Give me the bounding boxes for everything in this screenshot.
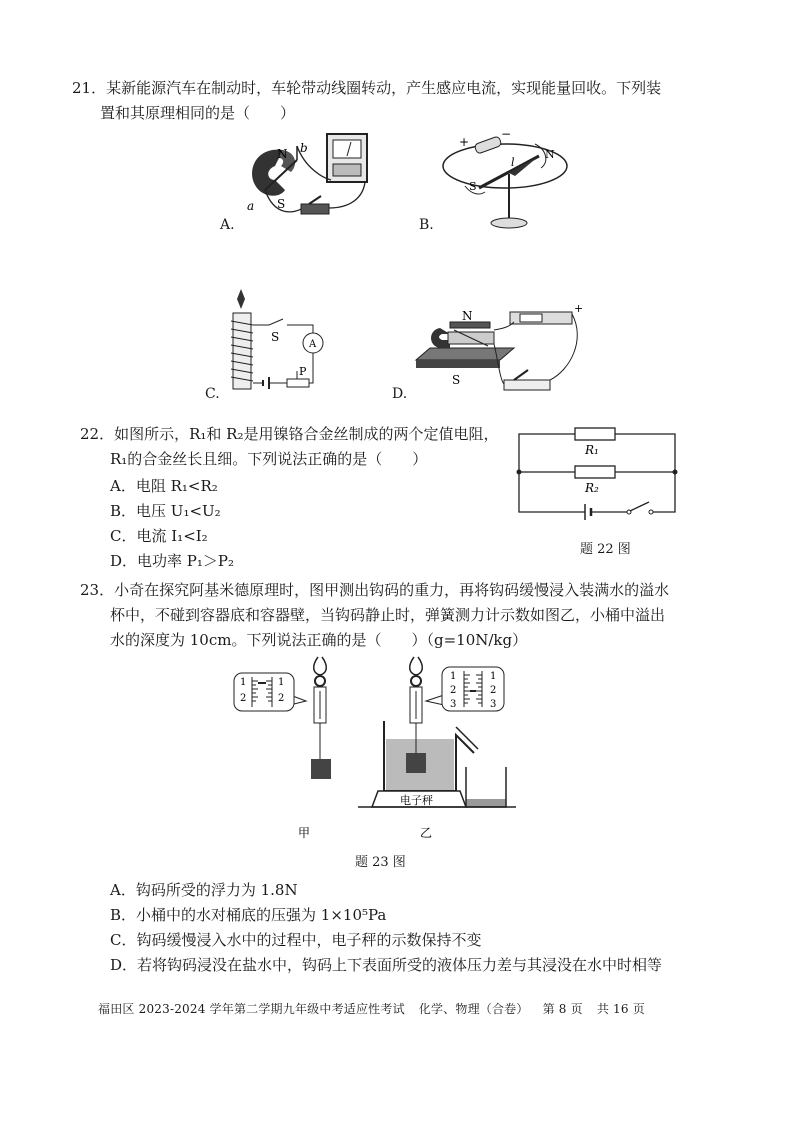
- q21a-label-s: S: [277, 197, 286, 211]
- q21-figure-b: [435, 128, 575, 233]
- q21c-label-p: P: [299, 365, 307, 378]
- footer-total-pages: 共 16 页: [596, 1002, 645, 1016]
- q23-option-d: D．若将钩码浸没在盐水中，钩码上下表面所受的液体压力差与其浸没在水中时相等: [110, 956, 663, 974]
- svg-text:1: 1: [278, 677, 285, 688]
- footer-subject: 化学、物理（合卷）: [418, 1002, 529, 1016]
- q23-stem-line1: [80, 580, 669, 600]
- q22-option-c: C．电流 I₁<I₂: [110, 527, 208, 545]
- q22-resistor-r1: [575, 428, 615, 440]
- q23-scale-label: 电子秤: [400, 794, 433, 807]
- q21a-label-a: a: [247, 199, 255, 213]
- q23-option-b: B．小桶中的水对桶底的压强为 1×10⁵Pa: [110, 906, 387, 924]
- q22-text-1: 如图所示，R₁和 R₂是用镍铬合金丝制成的两个定值电阻，: [114, 425, 499, 443]
- q23-option-a: A．钩码所受的浮力为 1.8N: [110, 881, 298, 899]
- q23-stem-line2: 杯中，不碰到容器底和容器壁，当钩码静止时，弹簧测力计示数如图乙，小桶中溢出: [110, 606, 666, 624]
- q22-number: 22．: [80, 425, 115, 443]
- q21b-label-s: S: [469, 180, 477, 193]
- q22-figure-caption: 题 22 图: [580, 542, 631, 557]
- q21c-label-a: A: [309, 339, 317, 350]
- q21b-label-minus: −: [501, 128, 512, 141]
- q21b-label-plus: +: [459, 135, 470, 149]
- q22-label-r1: R₁: [585, 443, 599, 457]
- q21-figure-c: [225, 285, 345, 400]
- svg-text:1: 1: [450, 671, 457, 682]
- q21-stem-line1: [72, 78, 661, 98]
- q21-figure-d: [410, 300, 590, 400]
- svg-text:2: 2: [240, 693, 247, 704]
- q21d-label-s: S: [452, 373, 461, 387]
- q21-number: 21．: [72, 79, 107, 97]
- q21c-label-s: S: [271, 330, 280, 344]
- q22-switch: [630, 502, 649, 511]
- svg-text:3: 3: [450, 699, 457, 710]
- q21a-label-n: N: [277, 147, 288, 161]
- q22-stem-line2: R₁的合金丝长且细。下列说法正确的是（ ）: [110, 450, 428, 468]
- q22-stem-line1: [80, 424, 498, 444]
- q21a-label-b: b: [300, 141, 308, 155]
- svg-text:1: 1: [240, 677, 247, 688]
- q21-stem-line2: 置和其原理相同的是（ ）: [100, 104, 296, 122]
- q23-option-c: C．钩码缓慢浸入水中的过程中，电子秤的示数保持不变: [110, 931, 482, 949]
- q21-figure-a: [235, 128, 385, 233]
- q21d-label-plus: +: [574, 302, 584, 315]
- q22-resistor-r2: [575, 466, 615, 478]
- q21-option-a-label: A.: [220, 217, 235, 233]
- q23-label-yi: 乙: [420, 826, 433, 840]
- q22-circuit-figure: [515, 424, 685, 524]
- q22-option-b: B．电压 U₁<U₂: [110, 502, 221, 520]
- q21-option-c-label: C.: [205, 386, 220, 402]
- q21b-label-n: N: [545, 148, 555, 161]
- q23-figure: [228, 655, 518, 845]
- q23-number: 23．: [80, 581, 115, 599]
- q23-text-1: 小奇在探究阿基米德原理时，图甲测出钩码的重力，再将钩码缓慢浸入装满水的溢水: [114, 581, 670, 599]
- svg-text:1: 1: [490, 671, 497, 682]
- footer-exam-name: 福田区 2023-2024 学年第二学期九年级中考适应性考试: [98, 1002, 405, 1016]
- svg-text:2: 2: [490, 685, 497, 696]
- q23-label-jia: 甲: [298, 826, 311, 840]
- q22-option-d: D．电功率 P₁＞P₂: [110, 552, 235, 570]
- page-footer: [98, 1000, 645, 1017]
- q21-text-1: 某新能源汽车在制动时，车轮带动线圈转动，产生感应电流，实现能量回收。下列装: [106, 79, 662, 97]
- q22-option-a: A．电阻 R₁<R₂: [110, 477, 218, 495]
- q23-stem-line3: 水的深度为 10cm。下列说法正确的是（ ）（g=10N/kg）: [110, 631, 528, 649]
- svg-text:3: 3: [490, 699, 497, 710]
- svg-text:2: 2: [450, 685, 457, 696]
- q21d-label-n: N: [462, 309, 473, 323]
- q23-figure-caption: 题 23 图: [355, 855, 406, 870]
- q21b-label-l: l: [511, 156, 515, 169]
- svg-text:2: 2: [278, 693, 285, 704]
- q22-label-r2: R₂: [585, 481, 599, 495]
- q21-option-d-label: D.: [392, 386, 408, 402]
- q21-option-b-label: B.: [419, 217, 434, 233]
- footer-page-number: 第 8 页: [542, 1002, 583, 1016]
